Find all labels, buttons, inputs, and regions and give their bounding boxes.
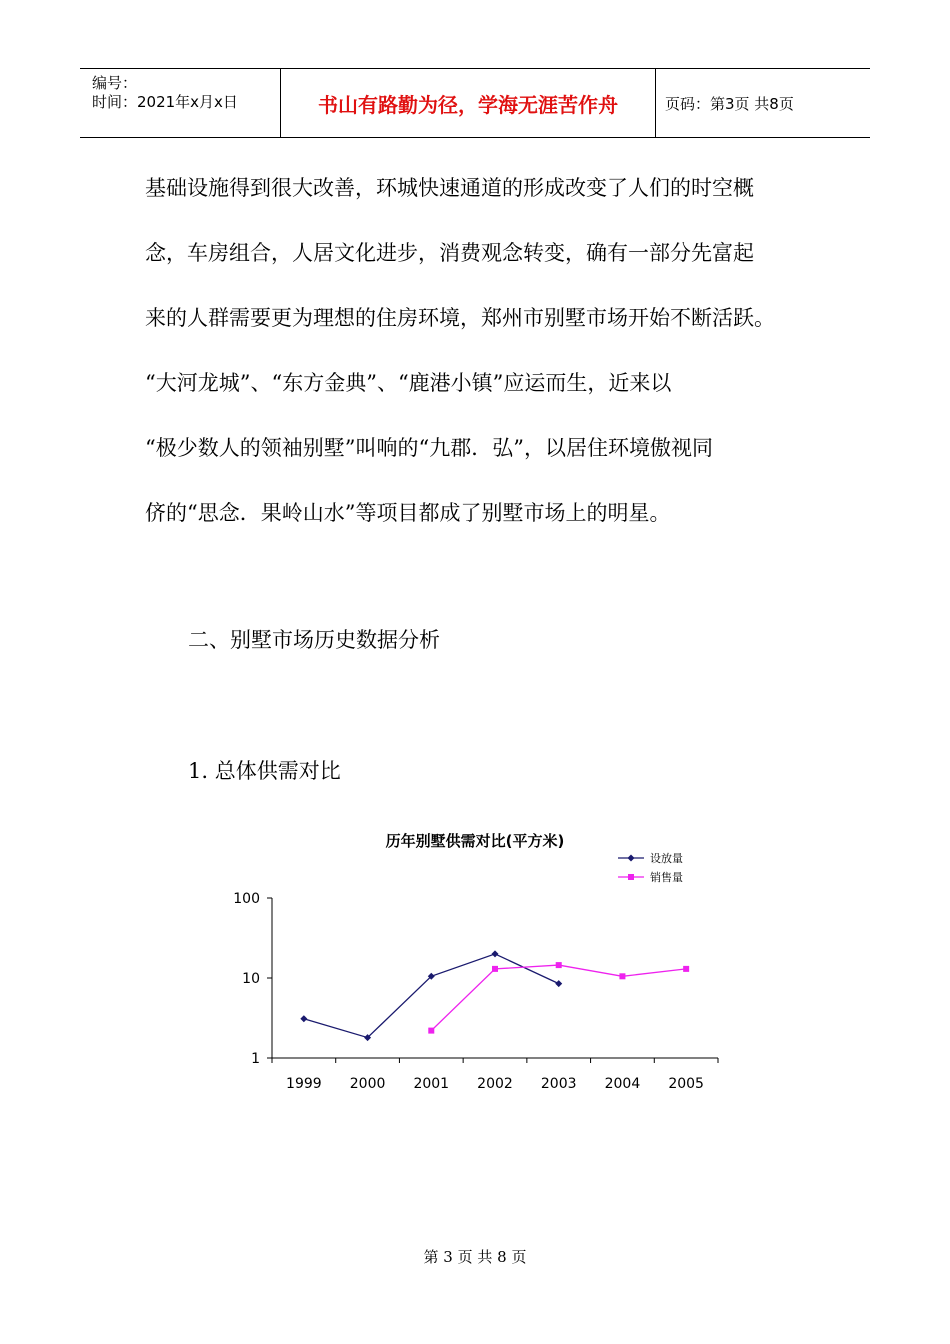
page-footer: 第 3 页 共 8 页 <box>423 1248 527 1266</box>
data-point <box>556 962 562 968</box>
data-point <box>300 1015 307 1022</box>
paragraph-line: “极少数人的领袖别墅”叫响的“九郡．弘”，以居住环境傲视同 <box>145 436 713 460</box>
x-tick-label: 2001 <box>413 1076 450 1092</box>
code-label: 编号： <box>92 74 138 92</box>
data-point <box>555 980 562 987</box>
series-line <box>431 965 686 1031</box>
supply-demand-chart <box>200 820 740 1114</box>
header-page-cell <box>655 69 870 137</box>
data-point <box>683 966 689 972</box>
data-point <box>492 950 499 957</box>
paragraph-line: 侪的“思念．果岭山水”等项目都成了别墅市场上的明星。 <box>145 501 671 525</box>
section-title: 二、别墅市场历史数据分析 <box>188 628 440 652</box>
x-tick-label: 2003 <box>540 1076 577 1092</box>
legend-marker <box>628 855 635 862</box>
paragraph-line: 来的人群需要更为理想的住房环境，郑州市别墅市场开始不断活跃。 <box>145 306 775 330</box>
x-tick-label: 2000 <box>349 1076 386 1092</box>
subsection-title: 1. 总体供需对比 <box>188 759 341 783</box>
paragraph-line: “大河龙城”、“东方金典”、“鹿港小镇”应运而生，近来以 <box>145 371 672 395</box>
y-tick-label: 1 <box>251 1051 260 1067</box>
x-tick-label: 2005 <box>668 1076 704 1092</box>
chart-series <box>300 950 689 1041</box>
header-motto: 书山有路勤为径，学海无涯苦作舟 <box>318 93 618 117</box>
series-line <box>304 954 559 1038</box>
header-meta <box>80 69 280 137</box>
x-tick-label: 2004 <box>604 1076 641 1092</box>
legend-label: 销售量 <box>650 871 683 884</box>
y-tick-label: 100 <box>233 891 260 907</box>
chart-svg <box>200 820 740 1110</box>
data-point <box>619 973 625 979</box>
data-point <box>428 1028 434 1034</box>
paragraph-line: 基础设施得到很大改善，环城快速通道的形成改变了人们的时空概 <box>145 176 754 200</box>
y-tick-label: 10 <box>242 971 260 987</box>
header-motto-cell <box>280 69 656 137</box>
legend-label: 设放量 <box>650 852 683 865</box>
header-page-info: 页码：第3页 共8页 <box>665 95 794 113</box>
date-label: 时间：2021年x月x日 <box>92 93 238 111</box>
page-header <box>80 68 870 138</box>
chart-title: 历年别墅供需对比(平方米) <box>385 832 565 850</box>
chart-legend <box>618 852 683 884</box>
data-point <box>492 966 498 972</box>
chart-axes <box>233 891 718 1092</box>
paragraph-line: 念，车房组合，人居文化进步，消费观念转变，确有一部分先富起 <box>145 241 754 265</box>
legend-marker <box>628 874 634 880</box>
x-tick-label: 1999 <box>286 1076 322 1092</box>
x-tick-label: 2002 <box>477 1076 513 1092</box>
